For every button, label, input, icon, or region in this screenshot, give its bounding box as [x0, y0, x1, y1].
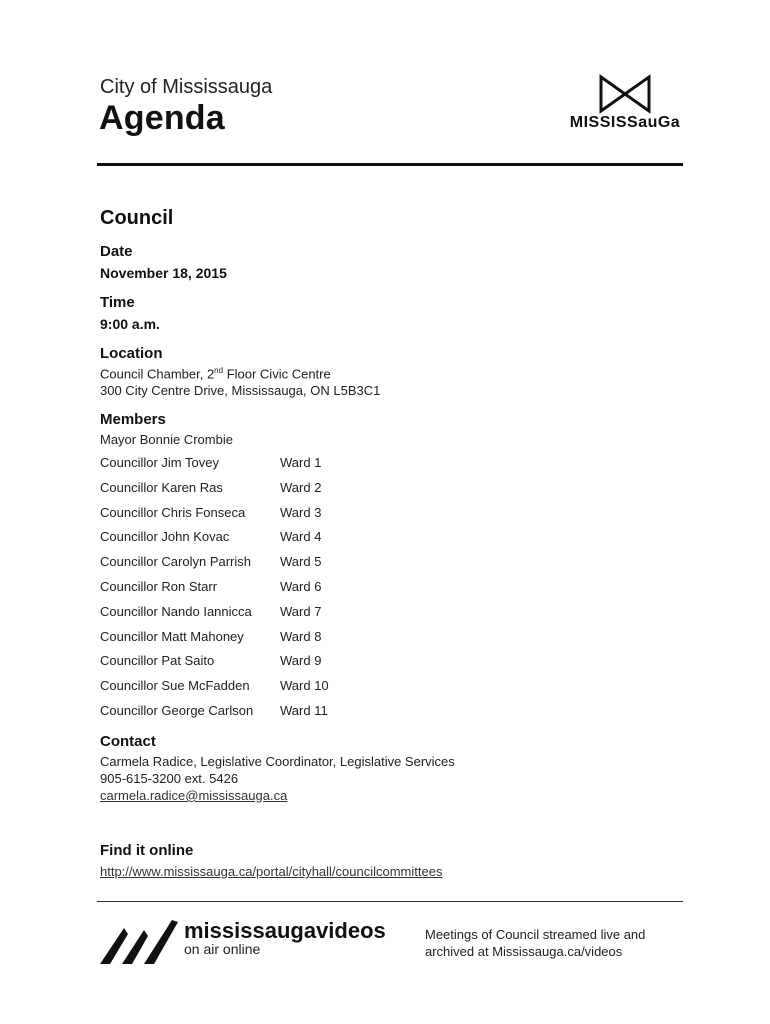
councillor-ward: Ward 8 [280, 628, 322, 644]
councillor-ward: Ward 5 [280, 554, 322, 570]
meeting-name: Council [100, 207, 174, 229]
councillor-name: Councillor Pat Saito [100, 653, 215, 669]
video-brand-name: mississaugavideos [184, 918, 386, 943]
streaming-note-line-1: Meetings of Council streamed live and [425, 927, 646, 942]
councillor-name: Councillor Chris Fonseca [100, 504, 246, 520]
councillor-ward: Ward 4 [280, 529, 322, 545]
councillor-name: Councillor Carolyn Parrish [100, 554, 251, 570]
council-committees-link[interactable]: http://www.mississauga.ca/portal/cityhall/councilcommittees [100, 864, 443, 879]
location-line-1: Council Chamber, 2nd Floor Civic Centre [100, 366, 331, 382]
councillor-ward: Ward 6 [280, 578, 322, 594]
councillor-ward: Ward 3 [280, 504, 322, 520]
date-heading: Date [100, 243, 133, 260]
councillor-name: Councillor Sue McFadden [100, 678, 250, 694]
councillor-name: Councillor John Kovac [100, 529, 230, 545]
logo-wordmark: MISSISSauGa [569, 114, 681, 131]
streaming-note-line-2: archived at Mississauga.ca/videos [425, 944, 623, 959]
ordinal-suffix: nd [214, 366, 224, 375]
contact-phone: 905-615-3200 ext. 5426 [100, 771, 239, 786]
contact-email-link[interactable]: carmela.radice@mississauga.ca [100, 788, 288, 803]
organization-name: City of Mississauga [100, 76, 273, 98]
councillor-ward: Ward 2 [280, 479, 322, 495]
time-heading: Time [100, 294, 135, 311]
streaming-note [425, 926, 645, 960]
councillor-name: Councillor Karen Ras [100, 479, 223, 495]
location-heading: Location [100, 345, 163, 362]
members-heading: Members [100, 411, 166, 428]
councillor-ward: Ward 7 [280, 603, 322, 619]
location-line-2: 300 City Centre Drive, Mississauga, ON L5B3C1 [100, 383, 381, 398]
councillor-name: Councillor Matt Mahoney [100, 628, 244, 644]
contact-heading: Contact [100, 733, 156, 750]
mississauga-m-logo-icon [598, 74, 652, 114]
councillor-ward: Ward 9 [280, 653, 322, 669]
contact-person: Carmela Radice, Legislative Coordinator, Legislative Services [100, 754, 455, 769]
councillor-name: Councillor Jim Tovey [100, 455, 219, 470]
date-value: November 18, 2015 [100, 265, 227, 281]
councillor-name: Councillor George Carlson [100, 702, 254, 718]
document-title: Agenda [99, 99, 225, 137]
mayor-name: Mayor Bonnie Crombie [100, 432, 233, 447]
councillor-name: Councillor Nando Iannicca [100, 603, 252, 619]
time-value: 9:00 a.m. [100, 316, 160, 332]
councillor-ward: Ward 10 [280, 678, 329, 694]
councillor-ward: Ward 11 [280, 702, 328, 718]
header-divider [97, 163, 683, 166]
city-logo [566, 74, 686, 138]
mississaugavideos-logo-icon [100, 920, 180, 966]
footer-divider [97, 901, 683, 902]
councillor-ward: Ward 1 [280, 455, 322, 470]
video-brand-tagline: on air online [184, 941, 261, 957]
councillor-name: Councillor Ron Starr [100, 578, 218, 594]
online-heading: Find it online [100, 842, 194, 859]
